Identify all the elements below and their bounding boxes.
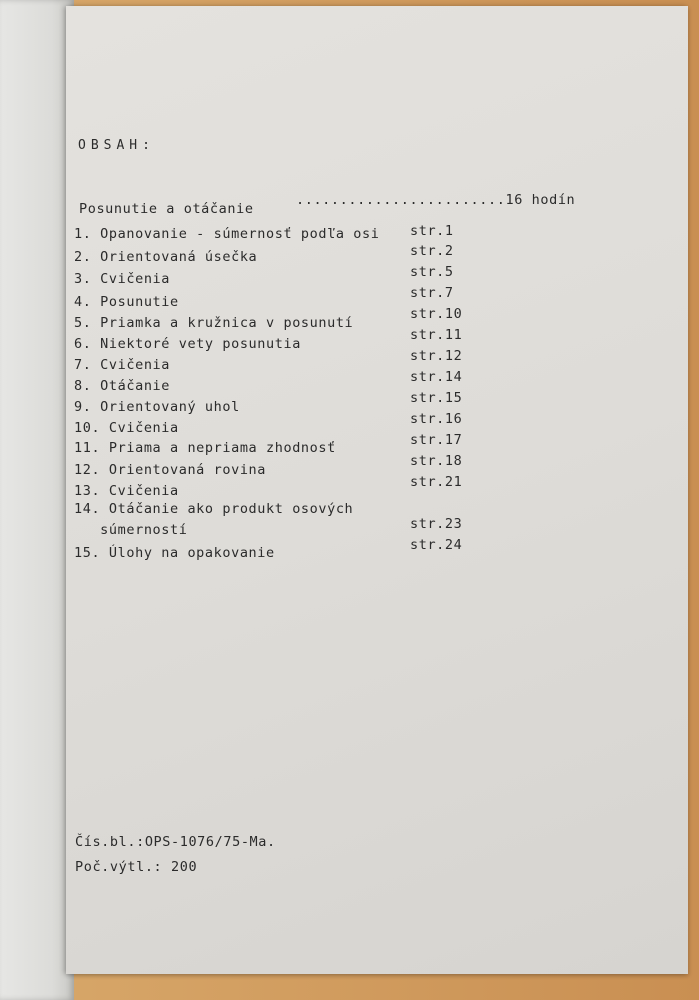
toc-entry-label: 11. Priama a nepriama zhodnosť bbox=[74, 440, 336, 456]
toc-entry-page: str.21 bbox=[410, 474, 463, 490]
toc-entry-label: 7. Cvičenia bbox=[74, 357, 171, 373]
toc-entry-label: 13. Cvičenia bbox=[74, 483, 179, 499]
toc-entry-page: str.1 bbox=[410, 223, 454, 239]
toc-entry-label: 15. Úlohy na opakovanie bbox=[74, 545, 275, 561]
toc-entry-label-continued: súmerností bbox=[74, 522, 188, 538]
toc-entry-page: str.23 bbox=[410, 516, 463, 532]
toc-entry-page: str.11 bbox=[410, 327, 463, 343]
toc-entry-page: str.14 bbox=[410, 369, 463, 385]
toc-entry-label: 2. Orientovaná úsečka bbox=[74, 249, 258, 265]
toc-entry-page: str.17 bbox=[410, 432, 463, 448]
toc-entry-label: 4. Posunutie bbox=[74, 294, 179, 310]
toc-entry-page: str.16 bbox=[410, 411, 463, 427]
toc-entry-label: 14. Otáčanie ako produkt osových bbox=[74, 501, 354, 517]
document-page bbox=[66, 6, 688, 974]
section-title: Posunutie a otáčanie bbox=[79, 201, 254, 217]
toc-entry-label: 1. Opanovanie - súmernosť podľa osi bbox=[74, 226, 380, 242]
toc-entry-page: str.12 bbox=[410, 348, 463, 364]
toc-entry-label: 6. Niektoré vety posunutia bbox=[74, 336, 301, 352]
toc-entry-label: 8. Otáčanie bbox=[74, 378, 171, 394]
document-number: Čís.bl.:OPS-1076/75-Ma. bbox=[75, 834, 276, 850]
toc-entry-page: str.2 bbox=[410, 243, 454, 259]
section-hours: ........................16 hodín bbox=[296, 192, 576, 208]
toc-entry-page: str.10 bbox=[410, 306, 463, 322]
toc-entry-page: str.18 bbox=[410, 453, 463, 469]
page-heading: OBSAH: bbox=[78, 138, 155, 153]
toc-entry-label: 5. Priamka a kružnica v posunutí bbox=[74, 315, 354, 331]
toc-entry-page: str.5 bbox=[410, 264, 454, 280]
toc-entry-label: 12. Orientovaná rovina bbox=[74, 462, 267, 478]
facing-page-edge bbox=[0, 0, 74, 1000]
toc-entry-label: 3. Cvičenia bbox=[74, 271, 171, 287]
toc-entry-page: str.15 bbox=[410, 390, 463, 406]
toc-entry-page: str.24 bbox=[410, 537, 463, 553]
toc-entry-label: 10. Cvičenia bbox=[74, 420, 179, 436]
copies-count: Poč.výtl.: 200 bbox=[75, 859, 198, 875]
toc-entry-page: str.7 bbox=[410, 285, 454, 301]
toc-entry-label: 9. Orientovaný uhol bbox=[74, 399, 240, 415]
